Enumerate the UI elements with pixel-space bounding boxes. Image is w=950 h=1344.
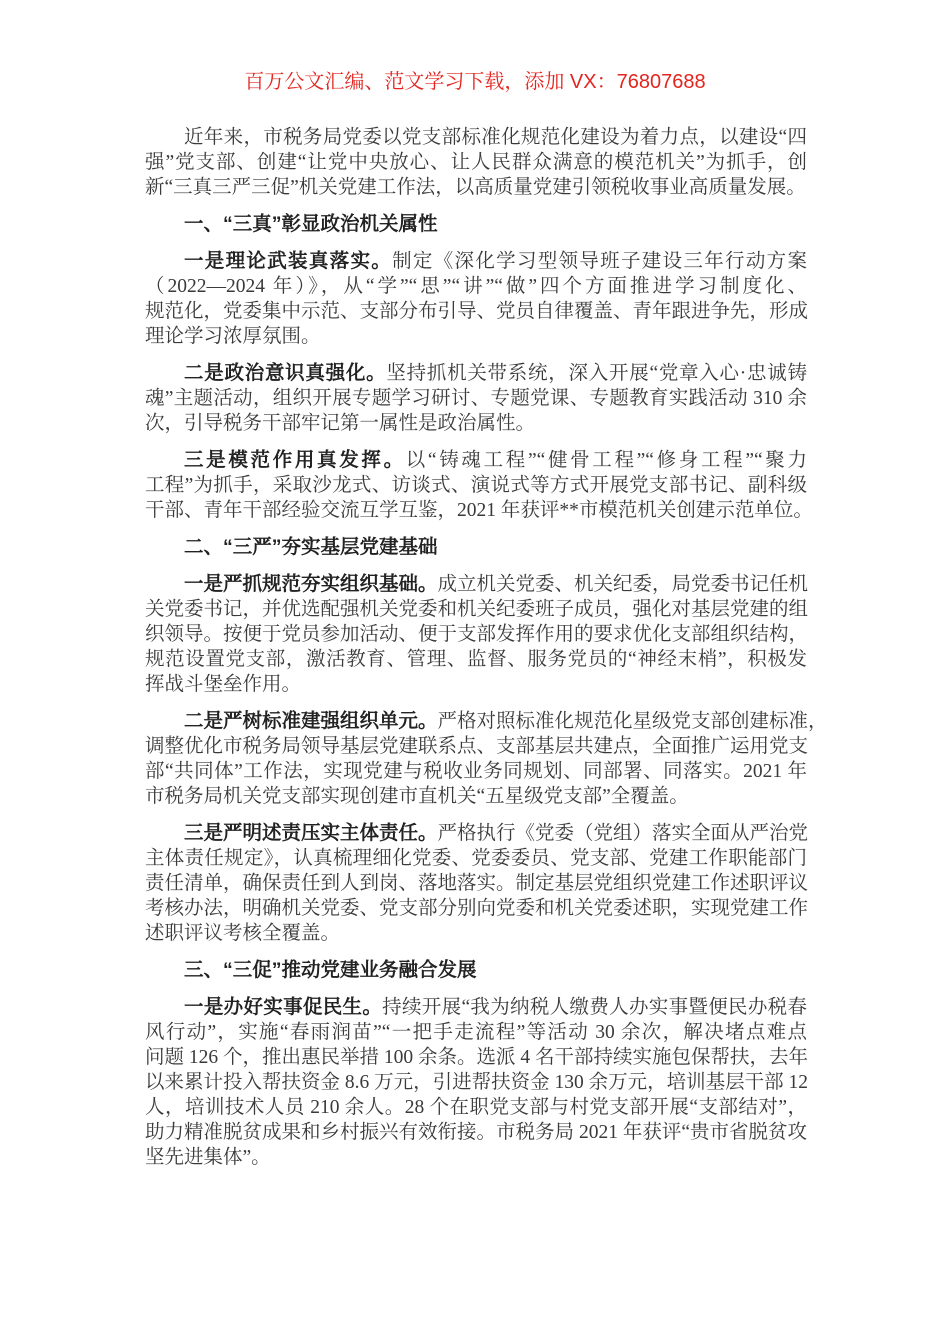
line-text: （2022—2024 年）》，从“学”“思”“讲”“做”四个方面推进学习制度化、 [145, 276, 807, 297]
line-text: 严格对照标准化规范化星级党支部创建标准， [437, 711, 828, 732]
line-text: 人，培训技术人员 210 余人。28 个在职党支部与村党支部开展“支部结对”， [145, 1097, 807, 1118]
text-line [145, 411, 807, 436]
text-line [145, 274, 807, 299]
line-text: 规范设置党支部，激活教育、管理、监督、服务党员的“神经末梢”，积极发 [145, 649, 807, 670]
text-line [145, 846, 807, 871]
text-line [145, 597, 807, 622]
line-text: 严格执行《党委（党组）落实全面从严治党 [437, 823, 809, 844]
text-line [145, 572, 807, 597]
paragraph-lead: 二是政治意识真强化。 [184, 362, 387, 384]
text-line [145, 871, 807, 896]
paragraph-lead: 一是办好实事促民生。 [184, 996, 383, 1018]
section-heading [145, 535, 807, 560]
line-text: 三、“三促”推动党建业务融合发展 [184, 959, 477, 981]
line-text: 坚先进集体”。 [145, 1147, 271, 1168]
line-text: 成立机关党委、机关纪委，局党委书记任机 [437, 574, 809, 595]
text-line [145, 709, 828, 734]
text-line [145, 1095, 807, 1120]
line-text: 规范化，党委集中示范、支部分布引导、党员自律覆盖、青年跟进争先，形成 [145, 301, 809, 322]
text-line [145, 1045, 807, 1070]
text-line [145, 324, 807, 349]
text-line [145, 759, 807, 784]
text-line [145, 734, 807, 759]
line-text: 魂”主题活动，组织开展专题学习研讨、专题党课、专题教育实践活动 310 余 [145, 388, 807, 409]
line-text: 主体责任规定》，认真梳理细化党委、党委委员、党支部、党建工作职能部门 [145, 848, 807, 869]
line-text: 助力精准脱贫成果和乡村振兴有效衔接。市税务局 2021 年获评“贵市省脱贫攻 [145, 1122, 807, 1143]
section-heading [145, 958, 807, 983]
paragraph-lead: 一是严抓规范夯实组织基础。 [184, 573, 438, 595]
section-heading [145, 212, 807, 237]
line-text: 理论学习浓厚氛围。 [145, 326, 321, 347]
text-line [145, 1070, 807, 1095]
text-line [145, 361, 807, 386]
text-line [145, 473, 807, 498]
text-line [145, 386, 807, 411]
paragraph-lead: 一是理论武装真落实。 [184, 250, 393, 272]
text-line [145, 299, 807, 324]
paragraph [145, 361, 807, 436]
text-line [145, 1120, 807, 1145]
text-line [145, 498, 813, 523]
text-line [145, 1020, 807, 1045]
line-text: 部“共同体”工作法，实现党建与税收业务同规划、同部署、同落实。2021 年 [145, 761, 807, 782]
text-line [145, 896, 807, 921]
line-text: 近年来，市税务局党委以党支部标准化规范化建设为着力点，以建设“四 [184, 127, 807, 148]
text-line [145, 1145, 807, 1170]
line-text: 坚持抓机关带系统，深入开展“党章入心·忠诚铸 [386, 363, 807, 384]
text-line [145, 175, 807, 200]
text-line [145, 125, 807, 150]
text-line [145, 535, 807, 560]
text-line [145, 958, 807, 983]
paragraph [145, 821, 807, 946]
text-line [145, 672, 807, 697]
line-text: 一、“三真”彰显政治机关属性 [184, 213, 438, 235]
line-text: 次，引导税务干部牢记第一属性是政治属性。 [145, 413, 536, 434]
line-text: 关党委书记，并优选配强机关党委和机关纪委班子成员，强化对基层党建的组 [145, 599, 809, 620]
document-body [145, 125, 828, 1182]
paragraph-lead: 三是严明述责压实主体责任。 [184, 822, 438, 844]
line-text: 新“三真三严三促”机关党建工作法，以高质量党建引领税收事业高质量发展。 [145, 177, 806, 198]
line-text: 干部、青年干部经验交流互学互鉴，2021 年获评**市模范机关创建示范单位。 [145, 500, 813, 521]
paragraph-lead: 二是严树标准建强组织单元。 [184, 710, 438, 732]
text-line [145, 249, 807, 274]
line-text: 考核办法，明确机关党委、党支部分别向党委和机关党委述职，实现党建工作 [145, 898, 809, 919]
line-text: 挥战斗堡垒作用。 [145, 674, 302, 695]
paragraph [145, 249, 807, 349]
paragraph [145, 448, 813, 523]
line-text: 以“铸魂工程”“健骨工程”“修身工程”“聚力 [405, 450, 807, 471]
line-text: 制定《深化学习型领导班子建设三年行动方案 [392, 251, 807, 272]
line-text: 以来累计投入帮扶资金 8.6 万元，引进帮扶资金 130 余万元，培训基层干部 12 [145, 1072, 809, 1093]
line-text: 织领导。按便于党员参加活动、便于支部发挥作用的要求优化支部组织结构， [145, 624, 809, 645]
text-line [145, 448, 807, 473]
watermark-title: 百万公文汇编、范文学习下载，添加 VX：76807688 [244, 71, 706, 93]
line-text: 问题 126 个，推出惠民举措 100 余条。选派 4 名干部持续实施包保帮扶，去年 [145, 1047, 809, 1068]
line-text: 强”党支部、创建“让党中央放心、让人民群众满意的模范机关”为抓手，创 [145, 152, 807, 173]
line-text: 市税务局机关党支部实现创建市直机关“五星级党支部”全覆盖。 [145, 786, 689, 807]
line-text: 调整优化市税务局领导基层党建联系点、支部基层共建点，全面推广运用党支 [145, 736, 809, 757]
line-text: 二、“三严”夯实基层党建基础 [184, 536, 438, 558]
paragraph [145, 995, 807, 1170]
line-text: 工程”为抓手，采取沙龙式、访谈式、演说式等方式开展党支部书记、副科级 [145, 475, 807, 496]
text-line [145, 921, 807, 946]
line-text: 述职评议考核全覆盖。 [145, 923, 341, 944]
paragraph [145, 125, 807, 200]
text-line [145, 995, 807, 1020]
text-line [145, 821, 807, 846]
text-line [145, 150, 807, 175]
paragraph [145, 572, 807, 697]
line-text: 持续开展“我为纳税人缴费人办实事暨便民办税春 [382, 997, 807, 1018]
line-text: 责任清单，确保责任到人到岗、落地落实。制定基层党组织党建工作述职评议 [145, 873, 809, 894]
text-line [145, 647, 807, 672]
text-line [145, 212, 807, 237]
paragraph [145, 709, 828, 809]
line-text: 风行动”，实施“春雨润苗”“一把手走流程”等活动 30 余次，解决堵点难点 [145, 1022, 807, 1043]
text-line [145, 622, 807, 647]
paragraph-lead: 三是模范作用真发挥。 [184, 449, 406, 471]
text-line [145, 784, 807, 809]
